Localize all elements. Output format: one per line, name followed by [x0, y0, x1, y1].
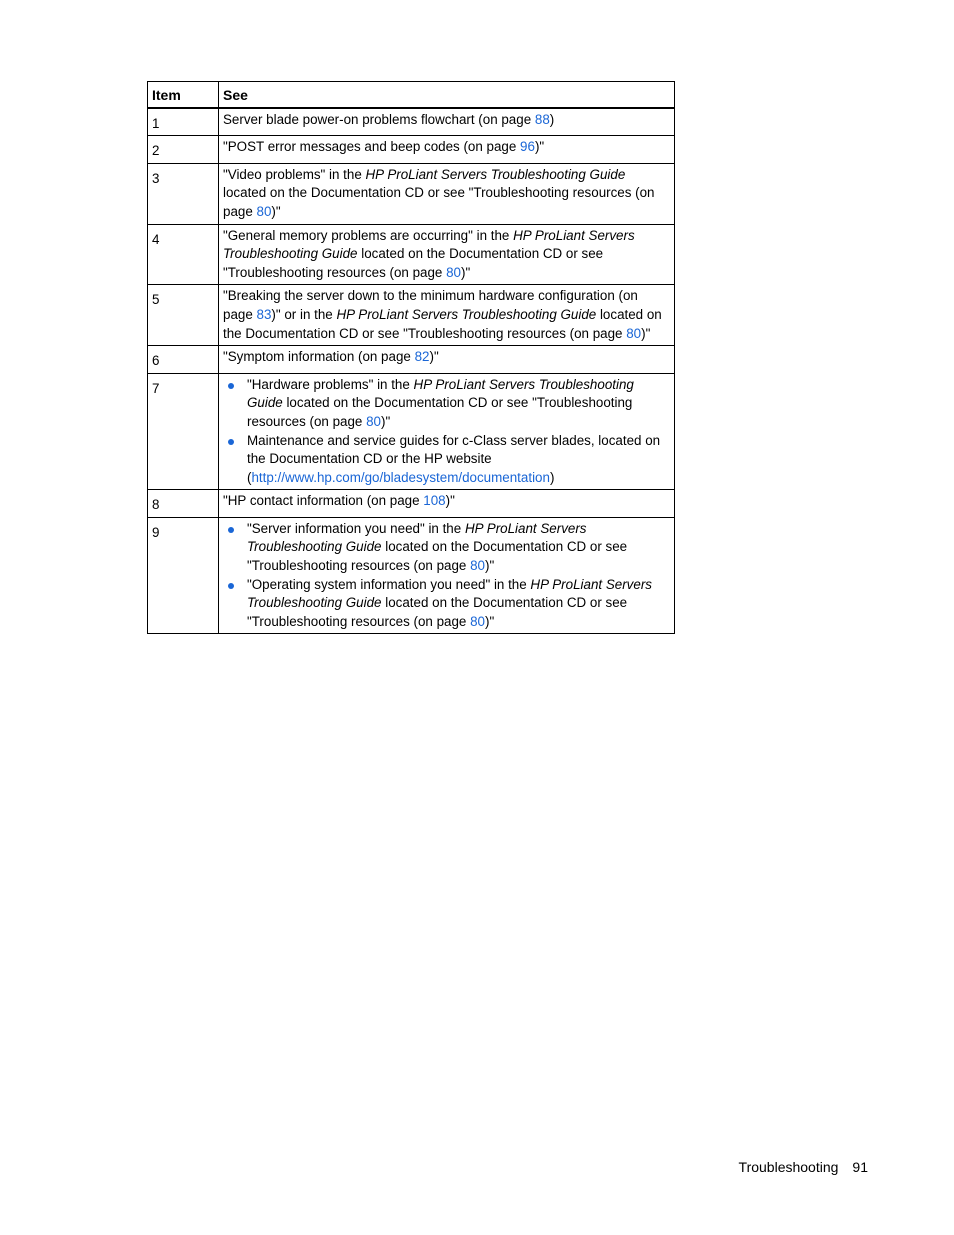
- reference-text: "Server information you need" in the: [247, 520, 465, 536]
- page-reference-link[interactable]: 80: [470, 558, 486, 574]
- reference-text: located on the Documentation CD or see "Troubleshooting resources (on page: [247, 395, 633, 429]
- reference-text: ): [549, 111, 555, 127]
- reference-text: "Hardware problems" in the: [247, 376, 414, 392]
- reference-table: [147, 81, 675, 634]
- reference-text: located on the Documentation CD or see "Troubleshooting resources (on page: [223, 306, 662, 341]
- see-reference: [219, 224, 675, 285]
- reference-text: )": [534, 139, 545, 155]
- reference-text: )" or in the: [271, 306, 337, 322]
- page-reference-link[interactable]: 96: [520, 139, 535, 155]
- reference-text: "HP contact information (on page: [223, 493, 424, 509]
- guide-title: HP ProLiant Servers Troubleshooting Guide: [247, 376, 634, 411]
- see-reference: [219, 373, 675, 490]
- page-reference-link[interactable]: 80: [256, 203, 272, 219]
- page-reference-link[interactable]: 108: [423, 493, 446, 509]
- bullet-icon: [228, 527, 234, 533]
- reference-text: "Operating system information you need" in the: [247, 576, 531, 592]
- reference-text: Maintenance and service guides for c-Class server blades, located on the Documentation CD or the HP website (: [247, 432, 661, 485]
- item-number: 8: [148, 490, 219, 518]
- page-footer: [739, 1159, 868, 1175]
- table-body: [148, 108, 675, 634]
- item-number: 2: [148, 136, 219, 164]
- page-reference-link[interactable]: 80: [626, 325, 642, 341]
- guide-title: HP ProLiant Servers Troubleshooting Guide: [336, 306, 597, 322]
- list-item: [247, 576, 670, 632]
- reference-text: "Video problems" in the: [223, 166, 366, 182]
- reference-text: "General memory problems are occurring" in the: [223, 227, 514, 243]
- reference-text: Server blade power-on problems flowchart (on page: [223, 111, 535, 127]
- reference-text: )": [445, 493, 455, 509]
- column-header-item: Item: [148, 82, 219, 108]
- reference-text: located on the Documentation CD or see "Troubleshooting resources (on page: [247, 539, 628, 574]
- see-reference: [219, 517, 675, 634]
- footer-section-title: Troubleshooting: [738, 1159, 839, 1175]
- list-item: [247, 520, 670, 576]
- page-reference-link[interactable]: 82: [414, 349, 430, 365]
- table-row: [148, 490, 675, 518]
- table-row: [148, 346, 675, 374]
- list-item: [247, 432, 670, 488]
- item-number: 4: [148, 224, 219, 285]
- reference-text: located on the Documentation CD or see "Troubleshooting resources (on page: [247, 595, 628, 629]
- reference-text: located on the Documentation CD or see "Troubleshooting resources (on page: [223, 246, 604, 280]
- reference-text: located on the Documentation CD or see "Troubleshooting resources (on page: [223, 185, 655, 219]
- page-reference-link[interactable]: 80: [446, 264, 462, 280]
- reference-text: )": [485, 558, 495, 574]
- bullet-icon: [228, 383, 234, 389]
- see-reference: [219, 136, 675, 164]
- item-number: 6: [148, 346, 219, 374]
- page-reference-link[interactable]: 83: [256, 306, 272, 322]
- item-number: 7: [148, 373, 219, 490]
- bullet-icon: [228, 583, 234, 589]
- reference-text: ): [549, 469, 555, 485]
- reference-text: )": [429, 349, 439, 365]
- see-reference: [219, 346, 675, 374]
- bullet-list: [223, 520, 670, 632]
- item-number: 9: [148, 517, 219, 634]
- reference-text: )": [271, 203, 281, 219]
- table-row: [148, 108, 675, 136]
- footer-page-number: 91: [852, 1159, 868, 1175]
- table-row: [148, 224, 675, 285]
- see-reference: [219, 490, 675, 518]
- table-row: [148, 517, 675, 634]
- reference-text: "Symptom information (on page: [223, 349, 415, 365]
- bullet-list: [223, 376, 670, 488]
- guide-title: HP ProLiant Servers Troubleshooting Guide: [247, 520, 587, 555]
- see-reference: [219, 285, 675, 346]
- page-reference-link[interactable]: 80: [470, 613, 486, 629]
- guide-title: HP ProLiant Servers Troubleshooting Guide: [365, 166, 626, 182]
- reference-text: )": [461, 264, 471, 280]
- see-reference: [219, 163, 675, 224]
- reference-text: "POST error messages and beep codes (on page: [223, 139, 521, 155]
- table-header-row: [148, 82, 675, 108]
- item-number: 1: [148, 108, 219, 136]
- reference-text: )": [381, 413, 391, 429]
- guide-title: HP ProLiant Servers Troubleshooting Guide: [247, 576, 652, 611]
- reference-text: )": [641, 325, 651, 341]
- bullet-icon: [228, 439, 234, 445]
- guide-title: HP ProLiant Servers Troubleshooting Guide: [223, 227, 635, 262]
- page-reference-link[interactable]: 80: [366, 413, 382, 429]
- item-number: 3: [148, 163, 219, 224]
- page-reference-link[interactable]: http://www.hp.com/go/bladesystem/documentation: [251, 469, 550, 485]
- reference-text: )": [485, 613, 495, 629]
- table-row: [148, 373, 675, 490]
- reference-text: "Breaking the server down to the minimum hardware configuration (on page: [223, 288, 638, 322]
- table-row: [148, 285, 675, 346]
- page-reference-link[interactable]: 88: [534, 111, 550, 127]
- item-number: 5: [148, 285, 219, 346]
- table-row: [148, 163, 675, 224]
- column-header-see: See: [219, 82, 675, 108]
- see-reference: [219, 108, 675, 136]
- list-item: [247, 376, 670, 432]
- table-row: [148, 136, 675, 164]
